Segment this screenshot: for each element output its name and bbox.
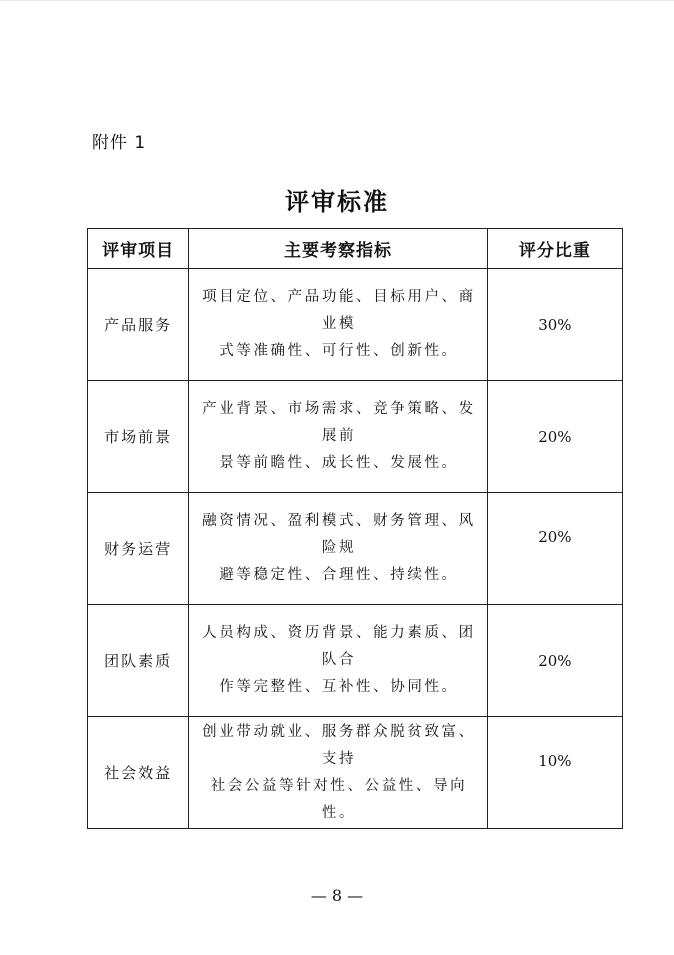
row-item: 财务运营 [88,493,189,605]
weight-value: 20% [538,427,572,446]
criteria-line: 产业背景、市场需求、竞争策略、发展前 [202,401,476,444]
row-item: 社会效益 [88,717,189,829]
weight-value: 20% [538,651,572,670]
row-weight [487,717,622,829]
weight-value: 10% [538,751,572,770]
row-item: 产品服务 [88,269,189,381]
criteria-line: 式等准确性、可行性、创新性。 [219,343,459,359]
row-weight [487,269,622,381]
row-item: 市场前景 [88,381,189,493]
header-item: 评审项目 [88,229,189,269]
row-criteria [189,605,488,717]
row-weight [487,605,622,717]
table-row [88,269,623,381]
criteria-line: 项目定位、产品功能、目标用户、商业模 [202,289,476,332]
weight-value: 30% [538,315,572,334]
row-criteria [189,269,488,381]
table-row [88,717,623,829]
weight-value: 20% [538,527,572,546]
criteria-line: 景等前瞻性、成长性、发展性。 [219,455,459,471]
page-title: 评审标准 [285,187,389,216]
criteria-line: 作等完整性、互补性、协同性。 [219,679,459,695]
criteria-line: 社会公益等针对性、公益性、导向性。 [210,777,468,821]
table-row [88,605,623,717]
criteria-line: 人员构成、资历背景、能力素质、团队合 [202,625,476,668]
table-row [88,381,623,493]
table-header-row [88,229,623,269]
row-criteria [189,381,488,493]
row-criteria [189,493,488,605]
row-weight [487,381,622,493]
row-weight [487,493,622,605]
criteria-line: 避等稳定性、合理性、持续性。 [219,567,459,583]
row-item: 团队素质 [88,605,189,717]
row-criteria [189,717,488,829]
top-border-line [0,0,674,1]
attachment-label: 附件 1 [92,133,147,153]
criteria-table [87,228,623,829]
table-row [88,493,623,605]
header-criteria: 主要考察指标 [189,229,488,269]
header-weight: 评分比重 [487,229,622,269]
page-number: — 8 — [310,886,364,905]
criteria-line: 融资情况、盈利模式、财务管理、风险规 [202,513,476,556]
criteria-line: 创业带动就业、服务群众脱贫致富、支持 [202,723,476,767]
